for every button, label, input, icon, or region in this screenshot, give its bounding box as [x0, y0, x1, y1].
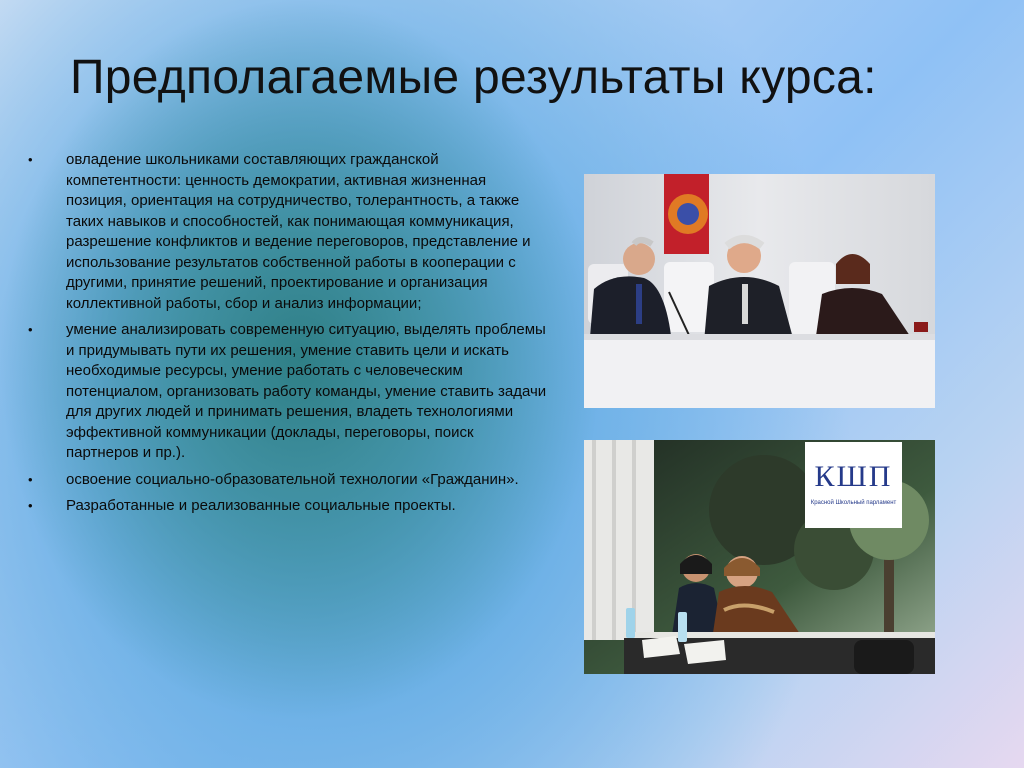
bullet-marker: • — [28, 152, 33, 167]
bullet-marker: • — [28, 498, 33, 513]
bullet-text: Разработанные и реализованные социальные проекты. — [66, 497, 456, 514]
bullet-marker: • — [28, 322, 33, 337]
bullet-text: освоение социально-образовательной технологии «Гражданин». — [66, 470, 519, 488]
bullet-marker: • — [28, 471, 33, 487]
logo-caption: Красной Школьный парламент — [810, 500, 897, 506]
bullet-item — [28, 470, 548, 491]
conference-panel-photo — [584, 174, 935, 408]
logo-letters: КШП — [814, 460, 893, 493]
school-parliament-meeting-photo — [584, 440, 935, 674]
bullet-text: умение анализировать современную ситуацию, выделять проблемы и придумывать пути их решения, умение ставить цели и искать необходимые ресурсы, умение работать с человеческим потенциалом, организовать работу команды, умение ставить задачи для других людей и принимать решения, владеть технологиями эффективной коммуникации (доклады, переговоры, поиск партнеров и пр.). — [66, 321, 547, 461]
school-parliament-logo — [805, 442, 902, 528]
bullet-list — [28, 150, 548, 523]
bullet-text: овладение школьниками составляющих гражданской компетентности: ценность демократии, активная жизненная позиция, ориентация на сотрудничество, толерантность, а также таких навыков и способностей, как понимающая коммуникация, разрешение конфликтов и ведение переговоров, представление и использование результатов собственной работы в кооперации с другими, принятие решений, проектирование и организация коллективной работы, сбор и анализ информации; — [66, 151, 531, 312]
bullet-item — [28, 150, 548, 314]
conference-panel-photo-image — [584, 174, 935, 408]
bullet-item — [28, 320, 548, 464]
bullet-item — [28, 496, 548, 517]
slide-title: Предполагаемые результаты курса: — [70, 51, 877, 104]
